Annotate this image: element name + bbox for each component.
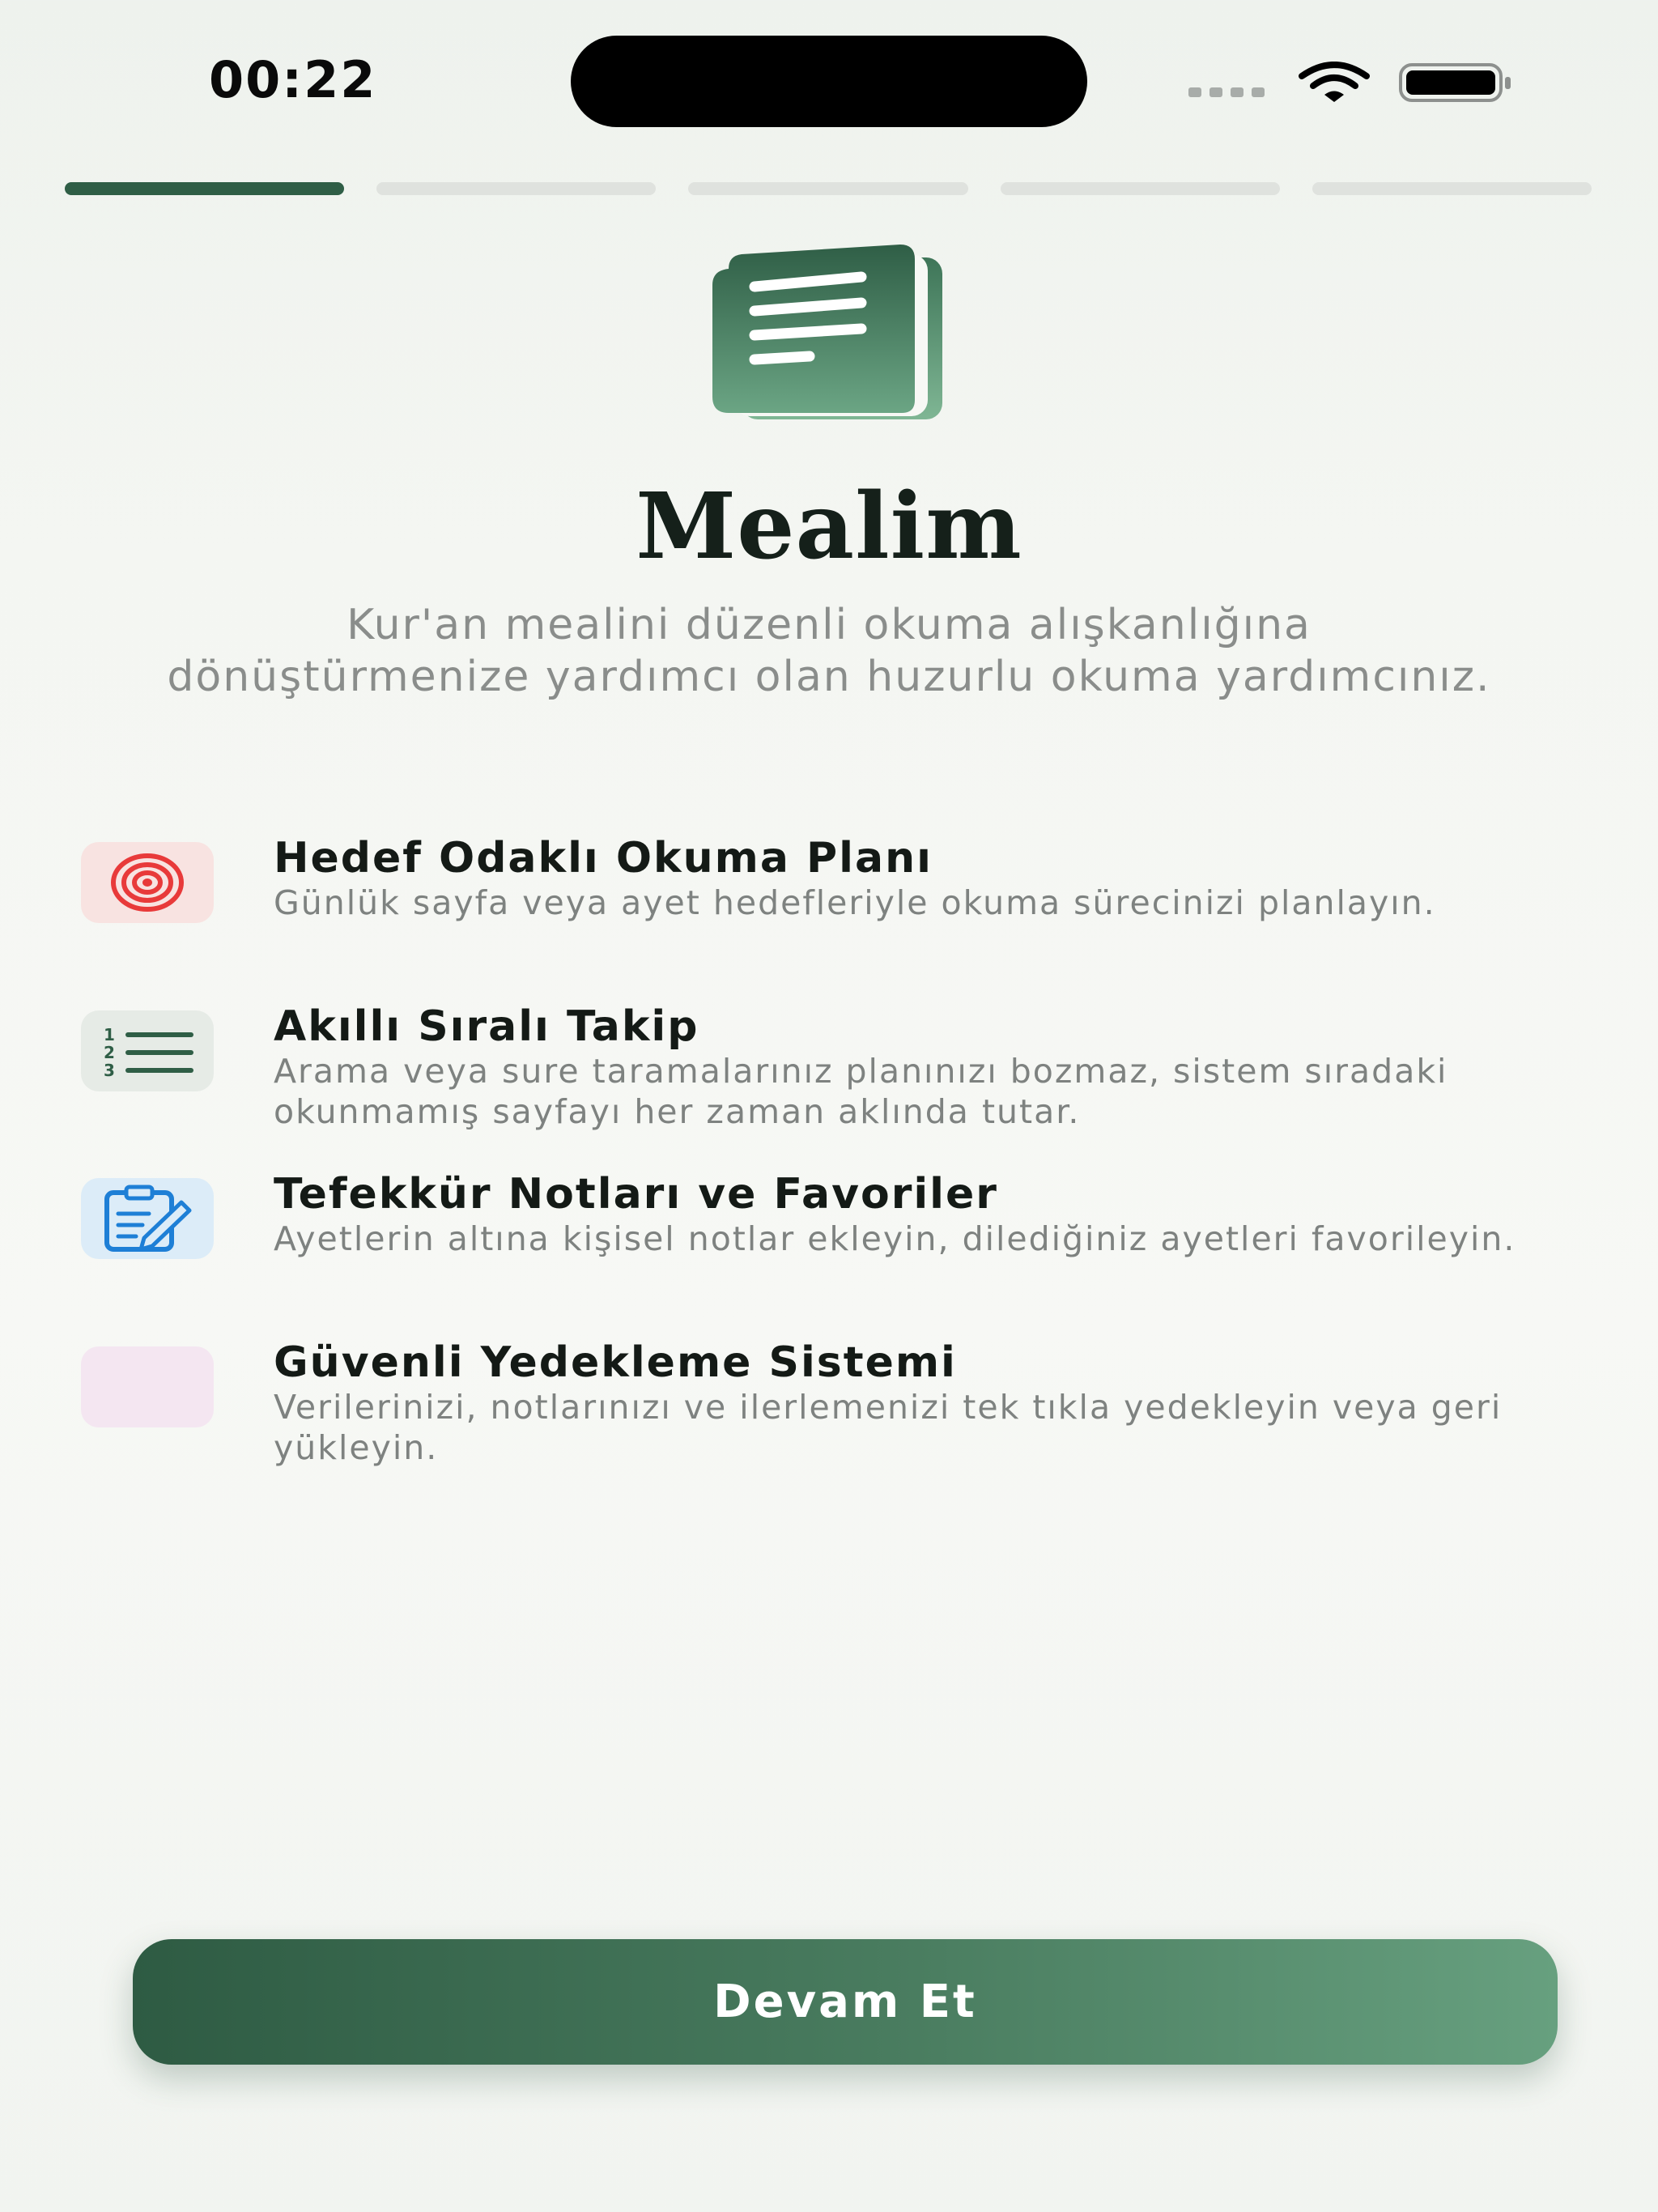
feature-item-smart-tracking bbox=[81, 1002, 1595, 1148]
onboarding-progress bbox=[65, 182, 1592, 195]
feature-title: Güvenli Yedekleme Sistemi bbox=[274, 1338, 957, 1387]
feature-icon-box bbox=[81, 1178, 214, 1259]
status-time: 00:22 bbox=[209, 50, 377, 109]
target-icon bbox=[111, 853, 184, 912]
feature-title: Tefekkür Notları ve Favoriler bbox=[274, 1170, 998, 1219]
feature-title: Akıllı Sıralı Takip bbox=[274, 1002, 699, 1051]
feature-description: Verilerinizi, notlarınızı ve ilerlemenizi tek tıkla yedekleyin veya geri yükleyin. bbox=[274, 1388, 1503, 1467]
wifi-icon bbox=[1295, 62, 1373, 102]
numbered-list-icon bbox=[100, 1023, 194, 1079]
battery-icon bbox=[1399, 62, 1514, 104]
progress-step-3 bbox=[688, 182, 967, 195]
feature-item-backup bbox=[81, 1338, 1595, 1484]
feature-item-goal-plan bbox=[81, 834, 1595, 980]
cellular-signal-icon bbox=[1188, 87, 1265, 97]
app-tagline: Kur'an mealini düzenli okuma alışkanlığına dönüştürmenize yardımcı olan huzurlu okuma yardımcınız. bbox=[167, 601, 1491, 701]
book-logo-icon bbox=[709, 241, 946, 426]
svg-text:2: 2 bbox=[104, 1043, 115, 1062]
progress-step-2 bbox=[376, 182, 656, 195]
backup-icon bbox=[81, 1346, 214, 1427]
clipboard-note-icon bbox=[102, 1185, 193, 1253]
progress-step-1 bbox=[65, 182, 344, 195]
svg-text:1: 1 bbox=[104, 1025, 115, 1044]
app-title: Mealim bbox=[636, 474, 1022, 580]
feature-icon-box bbox=[81, 842, 214, 923]
progress-step-4 bbox=[1001, 182, 1280, 195]
progress-step-5 bbox=[1312, 182, 1592, 195]
feature-icon-box bbox=[81, 1010, 214, 1091]
continue-button[interactable]: Devam Et bbox=[133, 1939, 1558, 2065]
feature-title: Hedef Odaklı Okuma Planı bbox=[274, 834, 933, 883]
feature-item-notes-favorites bbox=[81, 1170, 1595, 1316]
feature-description: Günlük sayfa veya ayet hedefleriyle okuma sürecinizi planlayın. bbox=[274, 883, 1436, 922]
svg-text:3: 3 bbox=[104, 1061, 115, 1079]
feature-description: Ayetlerin altına kişisel notlar ekleyin, dilediğiniz ayetleri favorileyin. bbox=[274, 1219, 1516, 1258]
dynamic-island bbox=[571, 36, 1087, 127]
feature-description: Arama veya sure taramalarınız planınızı bozmaz, sistem sıradaki okunmamış sayfayı her zaman aklında tutar. bbox=[274, 1052, 1448, 1131]
